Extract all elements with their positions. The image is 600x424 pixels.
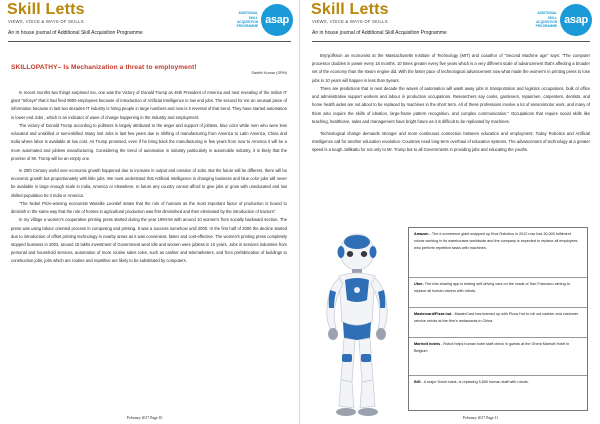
article-paragraph: "The Nobel Prize-winning economist Wassilie Leontief states that the role of humans as the most important factor of production is bound to diminish in the same way that the role of horses in agricultural production was first diminished and then eliminated by the introduction of tractors".	[11, 200, 287, 215]
logo-badge: asap	[261, 4, 293, 36]
article-paragraph: In recent months two things surprised me, one was the Victory of Donald Trump as 45th President of America and next revealing of the Indian IT giant "Infosys" that it had fired 9000 employees because of introduction of Artificial Intelligence in low end jobs. The second for me an unusual piece of information because in last two decades IT industry is hiring people in large numbers and now is it reversal of that trend. They have started automation in lower end Jobs , which is an indicator of wave of change happening in the Industry and employment.	[11, 90, 287, 120]
right-page	[300, 0, 600, 424]
fact-item	[409, 338, 587, 376]
article-paragraph: In my village a women's cooperative printing press started during the year 1993-94 with around 10 women's from socially backward section. The press was using labour oriented process in composing and printing. It was a success somehow until 2000. In the first half of 2000 the decline started due to introduction of offset printing technology in nearby areas as it was convenient, faster and cost-effective. The women's printing press completely stopped business in 2003, around 15 lakhs investment of Government went idle and women were jobless in 10 years. Jobs in services industries from personal and household services, automation of more routine sales roles, such as cashier and telemarketers, and from prefabrication of buildings to construction jobs, jobs which are routine and repetitive are likely to be substituted by computers.	[11, 217, 287, 264]
fact-item	[409, 376, 587, 411]
masthead-title: Skill Letts	[311, 1, 389, 18]
article-body-left	[11, 89, 287, 409]
asap-logo-icon	[228, 4, 293, 36]
fact-label: Marriott hotels	[414, 342, 441, 346]
fact-item	[409, 278, 587, 308]
article-heading: SKILLOPATHY– Is Mechanization a threat to employment!	[11, 64, 197, 71]
fact-label: Uber-	[414, 282, 424, 286]
masthead-subtitle: An in house journal of Additional Skill Acquisition Programme	[312, 30, 447, 36]
article-paragraph: In 20th Century world over economic growth happened due to increase in output and creation of Jobs. But the future will be different, there will be economic growth but proportionately with little jobs. We must understand that Artificial Intelligence is changing business and blue color jobs will never be available in large enough scale in India, America or elsewhere. In future any country cannot afford to give jobs or grow with uneducated and low skilled population be it India or America.	[11, 167, 287, 198]
fact-text: - A major Dutch bank, is replacing 5,800 human staff with robots.	[420, 380, 529, 384]
article-body-right	[312, 52, 590, 230]
asap-logo-icon	[527, 4, 592, 36]
logo-caption	[527, 11, 557, 28]
masthead-title: Skill Letts	[7, 1, 85, 18]
article-paragraph: Brynjolfsson an economist at the Massachusetts Institute of Technology (MIT) and coauthor of "Second Machine age" says: "The computer processor doubles in power every 18 months, 10 times greater every five years which is a very different scale of advancement that's affecting a broader set of the economy than the steam engine did. With the faster pace of technological advancement now what made the women's in printing press to lose jobs in 10 years will happen in less than 5years.	[312, 53, 590, 83]
logo-caption-line: SKILL ACQUISITION	[536, 15, 557, 24]
masthead-tagline: VIEWS, VOICE & WAYS OF SKILLS	[8, 19, 84, 24]
masthead-divider	[312, 41, 590, 42]
fact-label: Amazon -	[414, 232, 431, 236]
fact-box	[408, 227, 588, 411]
article-byline: Santhil Kumar (SPM)	[251, 71, 287, 75]
humanoid-robot-icon	[314, 230, 400, 420]
fact-item	[409, 308, 587, 338]
masthead-divider	[8, 41, 291, 42]
page-footer: February 2017 Page 11	[463, 416, 499, 420]
logo-caption-line: ADDITIONAL	[537, 11, 557, 16]
article-paragraph: The victory of Donald Trump according to pollsters is largely attributed to the anger and support of jobless, blue color white men who were less educated and unskilled or semi-skilled. Many lost Jobs in last few years due to shifting of manufacturing from America to Latin America, China and India where labor is available at low cost. As Trump promised, even if he bring back the manufacturing in few years from now to America it will be a more automated and jobless manufacturing. Considering the trend of automation in industry particularly in automobile industry, it is likely that the promise of Mr. Trump will be an empty one.	[11, 122, 287, 161]
fact-text: The e-commerce giant snapped up Kiva Robotics in 2012 now has 30,000 fulfilment robots working in its warehouses worldwide and the company is expected to replace all employees who perform repetitive tasks with machines.	[414, 232, 578, 250]
fact-label: Mastercard/Pizza hut	[414, 312, 452, 316]
fact-label: ING	[414, 380, 421, 384]
fact-text: The ride-sharing app is testing self-driving cars on the roads of San Francisco aiming to replace all human drivers with robots.	[414, 282, 570, 293]
page-footer: February 2017 Page 10	[127, 416, 163, 420]
fact-item	[409, 228, 587, 278]
logo-caption-line: PROGRAMME	[236, 24, 258, 29]
article-paragraph: Technological change demands stronger and more continuous connection between education and employment. Today Robotics and Artificial Intelligence call for another education revolution. Countries need long-term overhaul of education systems. The advancement of technology at a greater speed is a tough Jallikattu for not only to Mr. Trump but to all Governments in providing jobs and educating the youths.	[312, 130, 590, 153]
fact-text: - MasterCard has teamed up with Pizza Hut to roll out cashier and customer service robots at the firm's restaurants in China.	[414, 312, 579, 323]
article-paragraph: There are predictions that in next decade the waves of automation will wash away jobs in transportation and logistics occupations, bulk of office and administrative support workers and labour in production occupations. Researchers say cooks, gardeners, repairmen, carpenters, dentists, and home health aides are not about to be replaced by machines in the short term. All of these professions involve a lot of sensorimotor work, and many of them also require the skills of ideation, large-frame pattern recognition, and complex communication." Occupations that require social skills like teaching, healthcare, sales and management have bright future as it is difficult to be replicated by machines.	[312, 85, 590, 124]
masthead-subtitle: An in house journal of Additional Skill Acquisition Programme	[8, 30, 143, 36]
logo-caption	[228, 11, 258, 28]
logo-caption-line: PROGRAMME	[535, 24, 557, 29]
logo-badge: asap	[560, 4, 592, 36]
logo-caption-line: ADDITIONAL	[238, 11, 258, 16]
masthead-tagline: VIEWS, VOICE & WAYS OF SKILLS	[312, 19, 388, 24]
logo-caption-line: SKILL ACQUISITION	[237, 15, 258, 24]
fact-text: - Robot helps human hotel staff check in guests at the Ghent Marriott Hotel in Belgium	[414, 342, 570, 353]
